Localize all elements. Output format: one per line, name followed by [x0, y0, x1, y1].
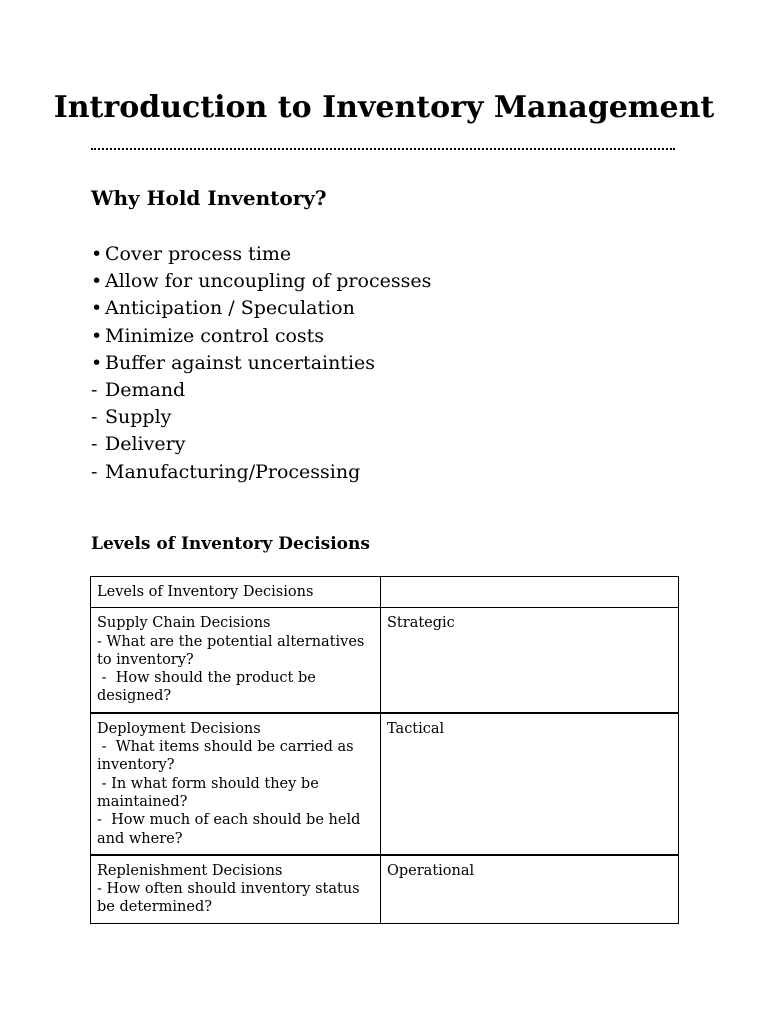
- decision-cell: [91, 713, 381, 855]
- decision-cell: [91, 608, 381, 713]
- table-header-cell: [381, 577, 679, 608]
- list-item-text: Allow for uncoupling of processes: [105, 270, 432, 293]
- decision-title: Replenishment Decisions: [97, 862, 283, 879]
- inventory-decisions-table: [90, 576, 679, 924]
- bullet-marker: •: [91, 297, 103, 320]
- list-item-text: Manufacturing/Processing: [105, 460, 361, 483]
- bullet-marker: •: [91, 243, 103, 265]
- decision-question: - How should the product be designed?: [97, 670, 321, 705]
- table-header-cell: Levels of Inventory Decisions: [91, 577, 381, 608]
- decision-question: - How often should inventory status be determined?: [97, 881, 365, 916]
- dash-marker: -: [91, 460, 98, 483]
- list-item-text: Demand: [105, 379, 186, 402]
- dotted-divider: [91, 140, 675, 150]
- list-item: [91, 241, 431, 268]
- list-item-text: Cover process time: [105, 243, 292, 265]
- decision-cell: [91, 855, 381, 923]
- table-row: [91, 855, 679, 923]
- table-row: [91, 608, 679, 713]
- dash-marker: -: [91, 433, 98, 456]
- table-header-row: [91, 577, 679, 608]
- list-item: [91, 350, 431, 377]
- level-cell: Operational: [381, 855, 679, 923]
- decision-question: - What are the potential alternatives to inventory?: [97, 633, 369, 668]
- bullet-marker: •: [91, 270, 103, 293]
- list-item-text: Delivery: [105, 433, 186, 456]
- list-item-text: Supply: [105, 406, 172, 429]
- levels-heading: Levels of Inventory Decisions: [91, 534, 370, 554]
- list-item-text: Anticipation / Speculation: [105, 297, 355, 320]
- list-item: [91, 268, 431, 295]
- list-item: [91, 459, 431, 486]
- level-cell: Tactical: [381, 713, 679, 855]
- bullet-marker: •: [91, 324, 103, 347]
- dash-marker: -: [91, 379, 98, 402]
- list-item: [91, 295, 431, 322]
- decision-title: Supply Chain Decisions: [97, 615, 271, 632]
- decision-title: Deployment Decisions: [97, 720, 261, 737]
- list-item: [91, 323, 431, 350]
- table-row: [91, 713, 679, 855]
- decision-question: - In what form should they be maintained?: [97, 775, 324, 810]
- reasons-list: [91, 241, 431, 486]
- list-item-text: Buffer against uncertainties: [105, 351, 376, 374]
- list-item-text: Minimize control costs: [105, 324, 325, 347]
- decision-question: - What items should be carried as inventory?: [97, 739, 359, 774]
- section-heading: Why Hold Inventory?: [91, 186, 327, 210]
- dash-marker: -: [91, 406, 98, 429]
- decision-question: - How much of each should be held and where?: [97, 812, 365, 847]
- list-item: [91, 404, 431, 431]
- page-title: Introduction to Inventory Management: [53, 90, 715, 125]
- list-item: [91, 431, 431, 458]
- bullet-marker: •: [91, 351, 103, 374]
- level-cell: Strategic: [381, 608, 679, 713]
- list-item: [91, 377, 431, 404]
